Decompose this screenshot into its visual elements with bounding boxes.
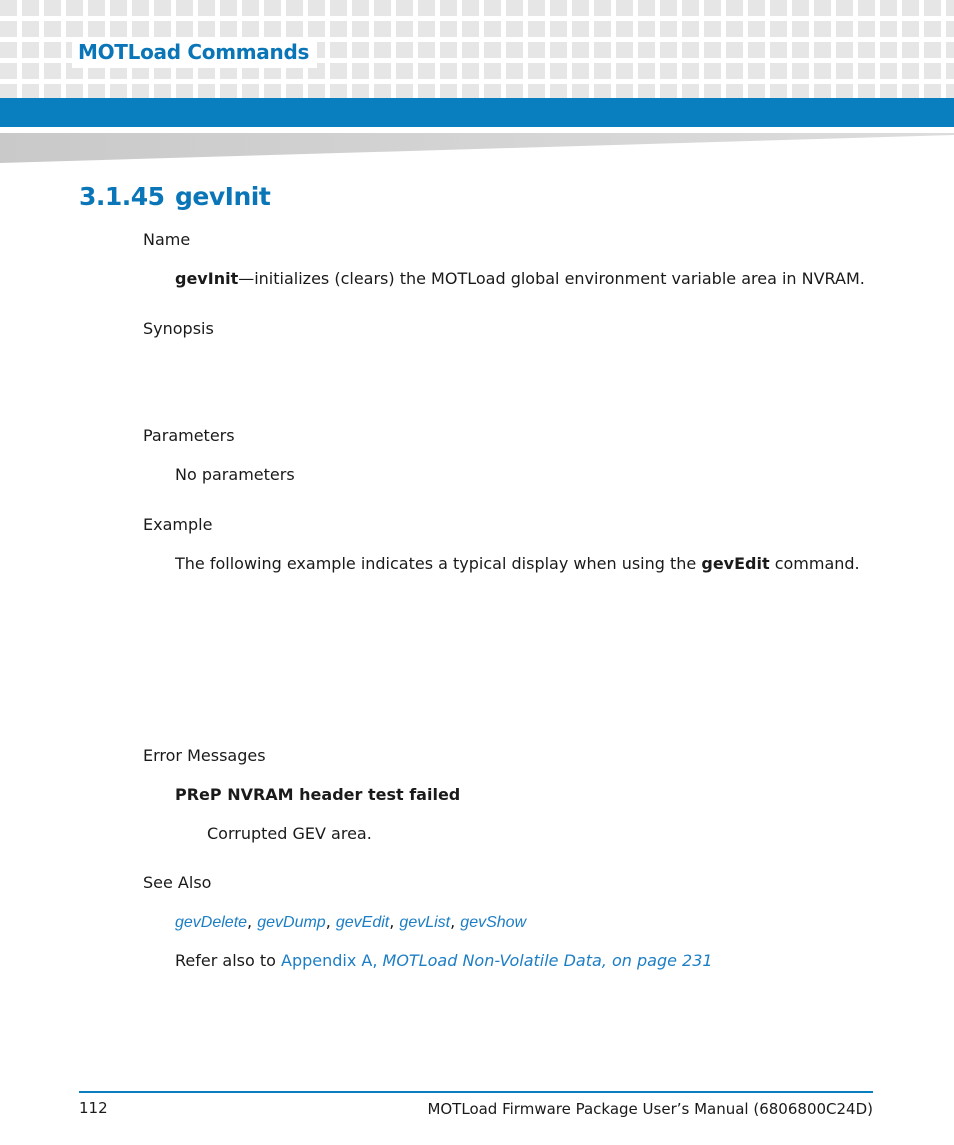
refer-also — [175, 951, 713, 970]
section-title: gevInit — [175, 182, 271, 211]
error-message — [175, 785, 460, 804]
parameters-text: No parameters — [175, 465, 295, 484]
page-number: 112 — [79, 1099, 108, 1117]
link-separator: , — [247, 912, 258, 931]
link-separator: , — [450, 912, 461, 931]
name-label: Name — [143, 230, 191, 249]
parameters-label: Parameters — [143, 426, 235, 445]
error-explanation: Corrupted GEV area. — [207, 824, 372, 843]
link-gevlist[interactable]: gevList — [399, 914, 451, 931]
footer-rule — [79, 1091, 873, 1093]
appendix-link-title[interactable]: MOTLoad Non-Volatile Data, on page 231 — [382, 951, 713, 970]
name-text: —initializes (clears) the MOTLoad global environment variable area in NVRAM. — [238, 269, 865, 288]
section-number: 3.1.45 — [79, 182, 165, 211]
example-text-before: The following example indicates a typical display when using the — [175, 554, 702, 573]
link-gevdump[interactable]: gevDump — [257, 914, 326, 931]
section-heading — [79, 182, 270, 211]
footer-document-title: MOTLoad Firmware Package User’s Manual (6806800C24D) — [427, 1100, 873, 1118]
name-description — [175, 269, 865, 288]
appendix-link[interactable]: Appendix A, — [281, 951, 383, 970]
header-blue-bar — [0, 98, 954, 127]
see-also-label: See Also — [143, 873, 212, 892]
link-gevedit[interactable]: gevEdit — [335, 914, 390, 931]
link-gevdelete[interactable]: gevDelete — [175, 914, 248, 931]
link-separator: , — [325, 912, 336, 931]
link-separator: , — [389, 912, 400, 931]
refer-prefix: Refer also to — [175, 951, 281, 970]
error-messages-label: Error Messages — [143, 746, 266, 765]
example-text-after: command. — [769, 554, 860, 573]
running-header-title: MOTLoad Commands — [72, 38, 317, 68]
example-label: Example — [143, 515, 213, 534]
synopsis-label: Synopsis — [143, 319, 214, 338]
error-message-text: PReP NVRAM header test failed — [175, 785, 461, 804]
see-also-links — [175, 912, 526, 932]
header-gray-wedge — [0, 133, 954, 163]
name-command: gevInit — [175, 269, 239, 288]
example-text — [175, 554, 860, 573]
link-gevshow[interactable]: gevShow — [460, 914, 527, 931]
example-command: gevEdit — [701, 554, 770, 573]
